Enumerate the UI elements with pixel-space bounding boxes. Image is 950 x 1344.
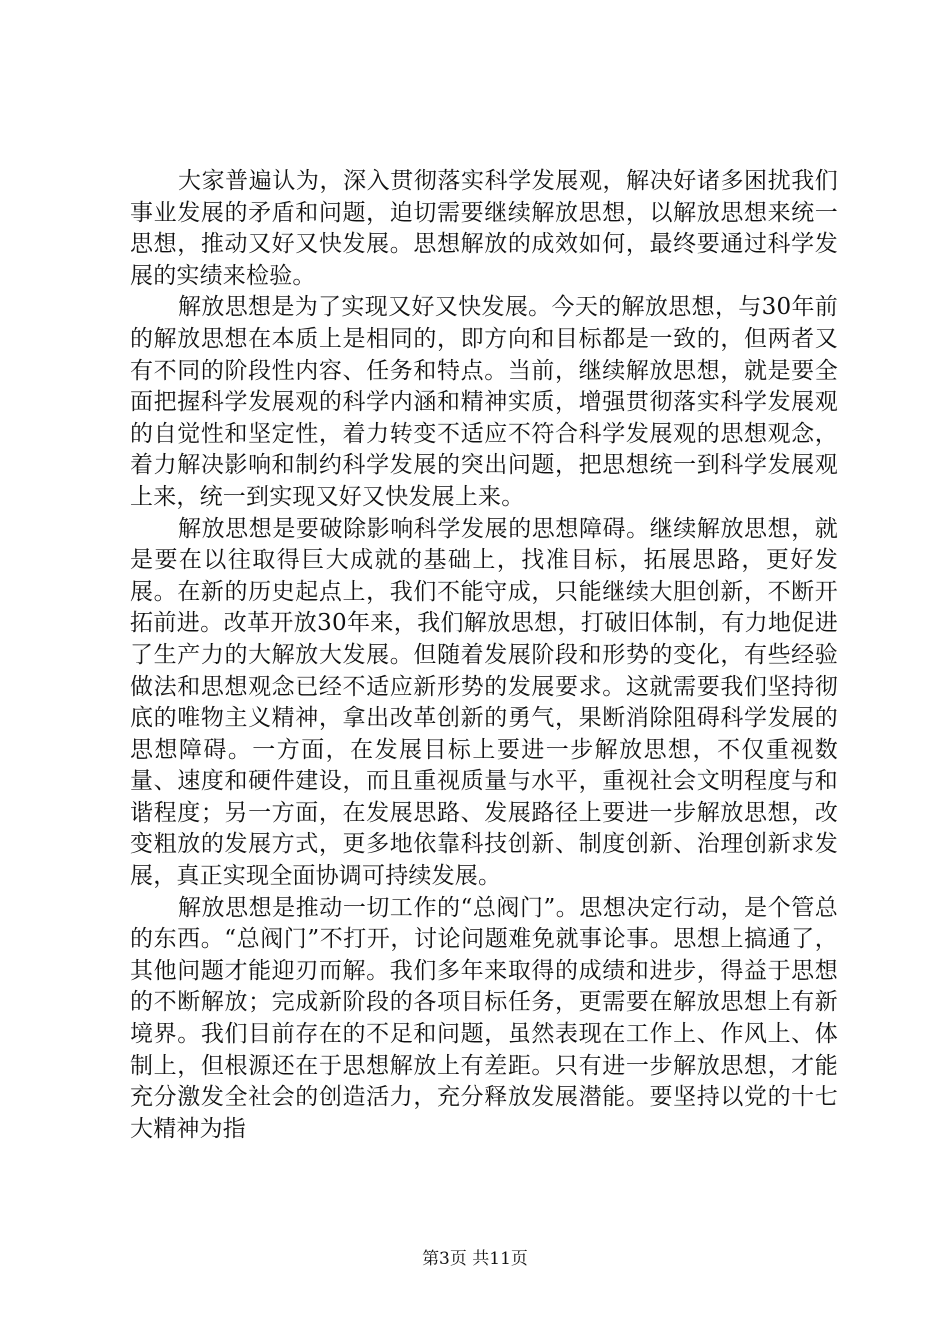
paragraph-3: 解放思想是要破除影响科学发展的思想障碍。继续解放思想，就是要在以往取得巨大成就的基础上，找准目标，拓展思路，更好发展。在新的历史起点上，我们不能守成，只能继续大胆创新，不断开拓前进。改革开放30年来，我们解放思想，打破旧体制，有力地促进了生产力的大解放大发展。但随着发展阶段和形势的变化，有些经验做法和思想观念已经不适应新形势的发展要求。这就需要我们坚持彻底的唯物主义精神，拿出改革创新的勇气，果断消除阻碍科学发展的思想障碍。一方面，在发展目标上要进一步解放思想，不仅重视数量、速度和硬件建设，而且重视质量与水平，重视社会文明程度与和谐程度；另一方面，在发展思路、发展路径上要进一步解放思想，改变粗放的发展方式，更多地依靠科技创新、制度创新、治理创新求发展，真正实现全面协调可持续发展。 (130, 515, 838, 890)
page-number-footer: 第3页 共11页 (422, 1249, 528, 1269)
paragraph-2: 解放思想是为了实现又好又快发展。今天的解放思想，与30年前的解放思想在本质上是相同的，即方向和目标都是一致的，但两者又有不同的阶段性内容、任务和特点。当前，继续解放思想，就是要全面把握科学发展观的科学内涵和精神实质，增强贯彻落实科学发展观的自觉性和坚定性，着力转变不适应不符合科学发展观的思想观念，着力解决影响和制约科学发展的突出问题，把思想统一到科学发展观上来，统一到实现又好又快发展上来。 (130, 294, 838, 510)
document-body (130, 166, 838, 1145)
paragraph-1: 大家普遍认为，深入贯彻落实科学发展观，解决好诸多困扰我们事业发展的矛盾和问题，迫切需要继续解放思想，以解放思想来统一思想，推动又好又快发展。思想解放的成效如何，最终要通过科学发展的实绩来检验。 (130, 168, 838, 289)
paragraph-4: 解放思想是推动一切工作的“总阀门”。思想决定行动，是个管总的东西。“总阀门”不打开，讨论问题难免就事论事。思想上搞通了，其他问题才能迎刃而解。我们多年来取得的成绩和进步，得益于思想的不断解放；完成新阶段的各项目标任务，更需要在解放思想上有新境界。我们目前存在的不足和问题，虽然表现在工作上、作风上、体制上，但根源还在于思想解放上有差距。只有进一步解放思想，才能充分激发全社会的创造活力，充分释放发展潜能。要坚持以党的十七大精神为指 (130, 894, 838, 1142)
